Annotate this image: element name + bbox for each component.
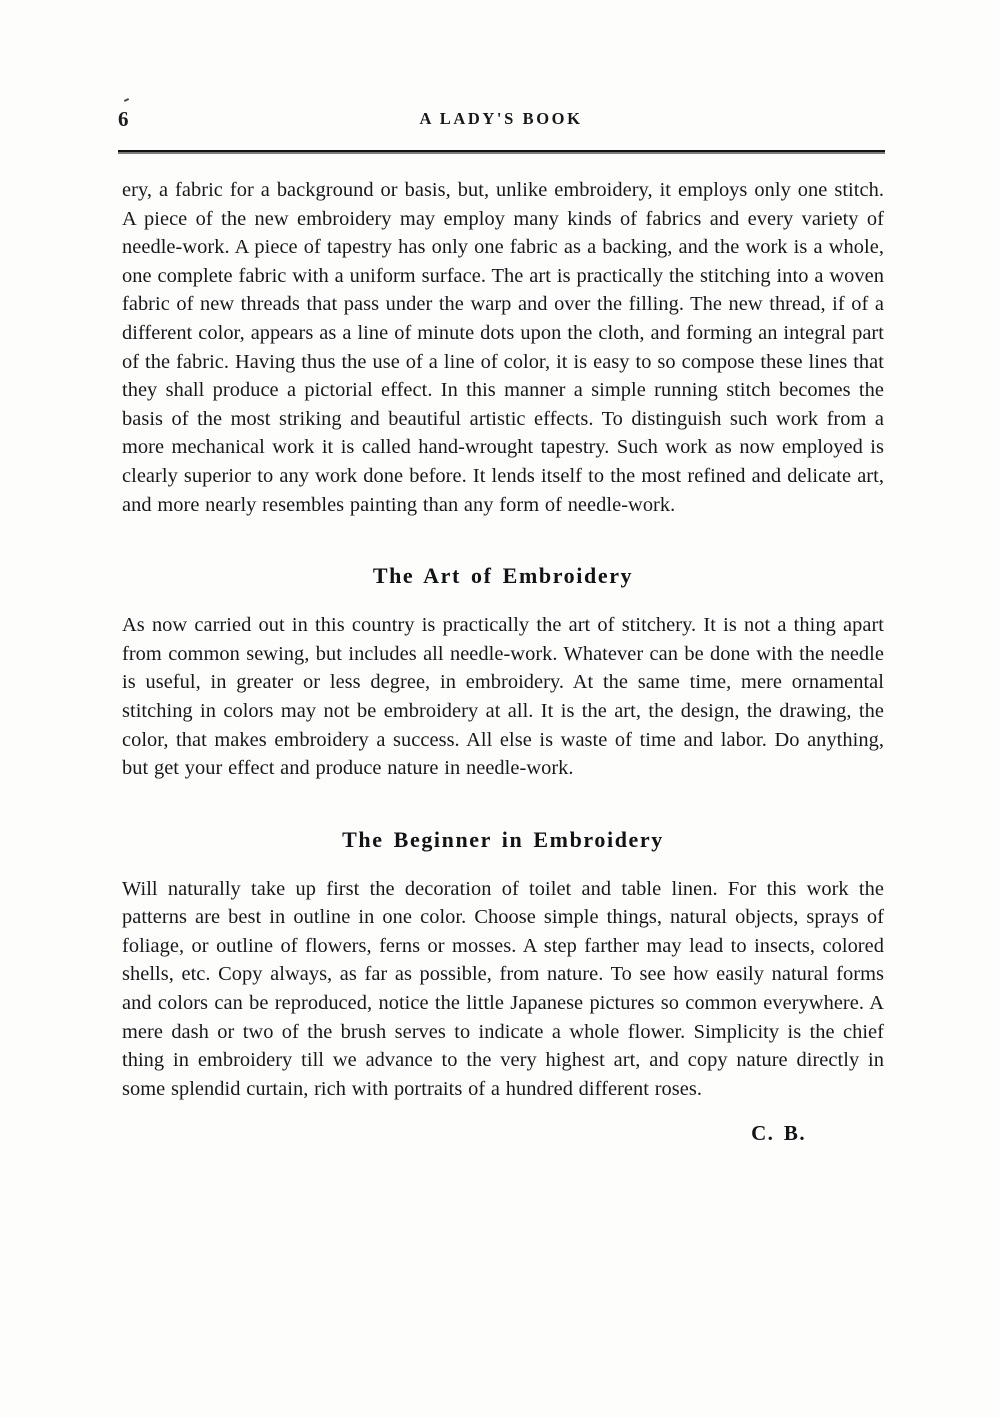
running-head	[118, 105, 884, 137]
spacer	[122, 589, 884, 611]
spacer	[122, 783, 884, 827]
section-body-beginner-in-embroidery: Will naturally take up first the decoration of toilet and table linen. For this work the patterns are best in outline in one color. Choose simple things, natural objects, sprays of foliage, or outline of flowers, ferns or mosses. A step farther may lead to insects, colored shells, etc. Copy always, as far as possible, from nature. To see how easily natural forms and colors can be reproduced, notice the little Japanese pictures so common everywhere. A mere dash or two of the brush serves to indicate a whole flower. Simplicity is the chief thing in embroidery till we advance to the very highest art, and copy nature directly in some splendid curtain, rich with portraits of a hundred different roses.	[122, 877, 884, 1100]
spacer	[122, 1103, 884, 1121]
spacer	[122, 853, 884, 875]
running-title: A LADY'S BOOK	[419, 109, 583, 128]
page-text-block	[122, 176, 884, 1146]
page-number: 6	[118, 107, 129, 131]
spacer	[122, 519, 884, 563]
header-divider-rule	[118, 150, 885, 154]
section-body-art-of-embroidery: As now carried out in this country is practically the art of stitchery. It is not a thing apart from common sewing, but includes all needle-work. Whatever can be done with the needle is useful, in greater or less degree, in embroidery. At the same time, mere ornamental stitching in colors may not be embroidery at all. It is the art, the design, the drawing, the color, that makes embroidery a success. All else is waste of time and labor. Do anything, but get your effect and produce nature in needle-work.	[122, 614, 884, 780]
section-heading-art-of-embroidery: The Art of Embroidery	[372, 563, 634, 589]
author-initials-signature: C. B.	[751, 1121, 806, 1146]
section-heading-beginner-in-embroidery: The Beginner in Embroidery	[342, 826, 664, 852]
rule-line-shadow	[118, 152, 885, 153]
folio-speck-mark	[124, 98, 129, 102]
paragraph-continued-from-previous-page: ery, a fabric for a background or basis, but, unlike embroidery, it employs only one stitch. A piece of the new embroidery may employ many kinds of fabrics and every variety of needle-work. A piece of tapestry has only one fabric as a backing, and the work is a whole, one complete fabric with a uniform surface. The art is practically the stitching into a woven fabric of new threads that pass under the warp and over the filling. The new thread, if of a different color, appears as a line of minute dots upon the cloth, and forming an integral part of the fabric. Having thus the use of a line of color, it is easy to so compose these lines that they shall produce a pictorial effect. In this manner a simple running stitch becomes the basis of the most striking and beautiful artistic effects. To distinguish such work from a more mechanical work it is called hand-wrought tapestry. Such work as now employed is clearly superior to any work done before. It lends itself to the most refined and delicate art, and more nearly resembles painting than any form of needle-work.	[122, 179, 884, 516]
